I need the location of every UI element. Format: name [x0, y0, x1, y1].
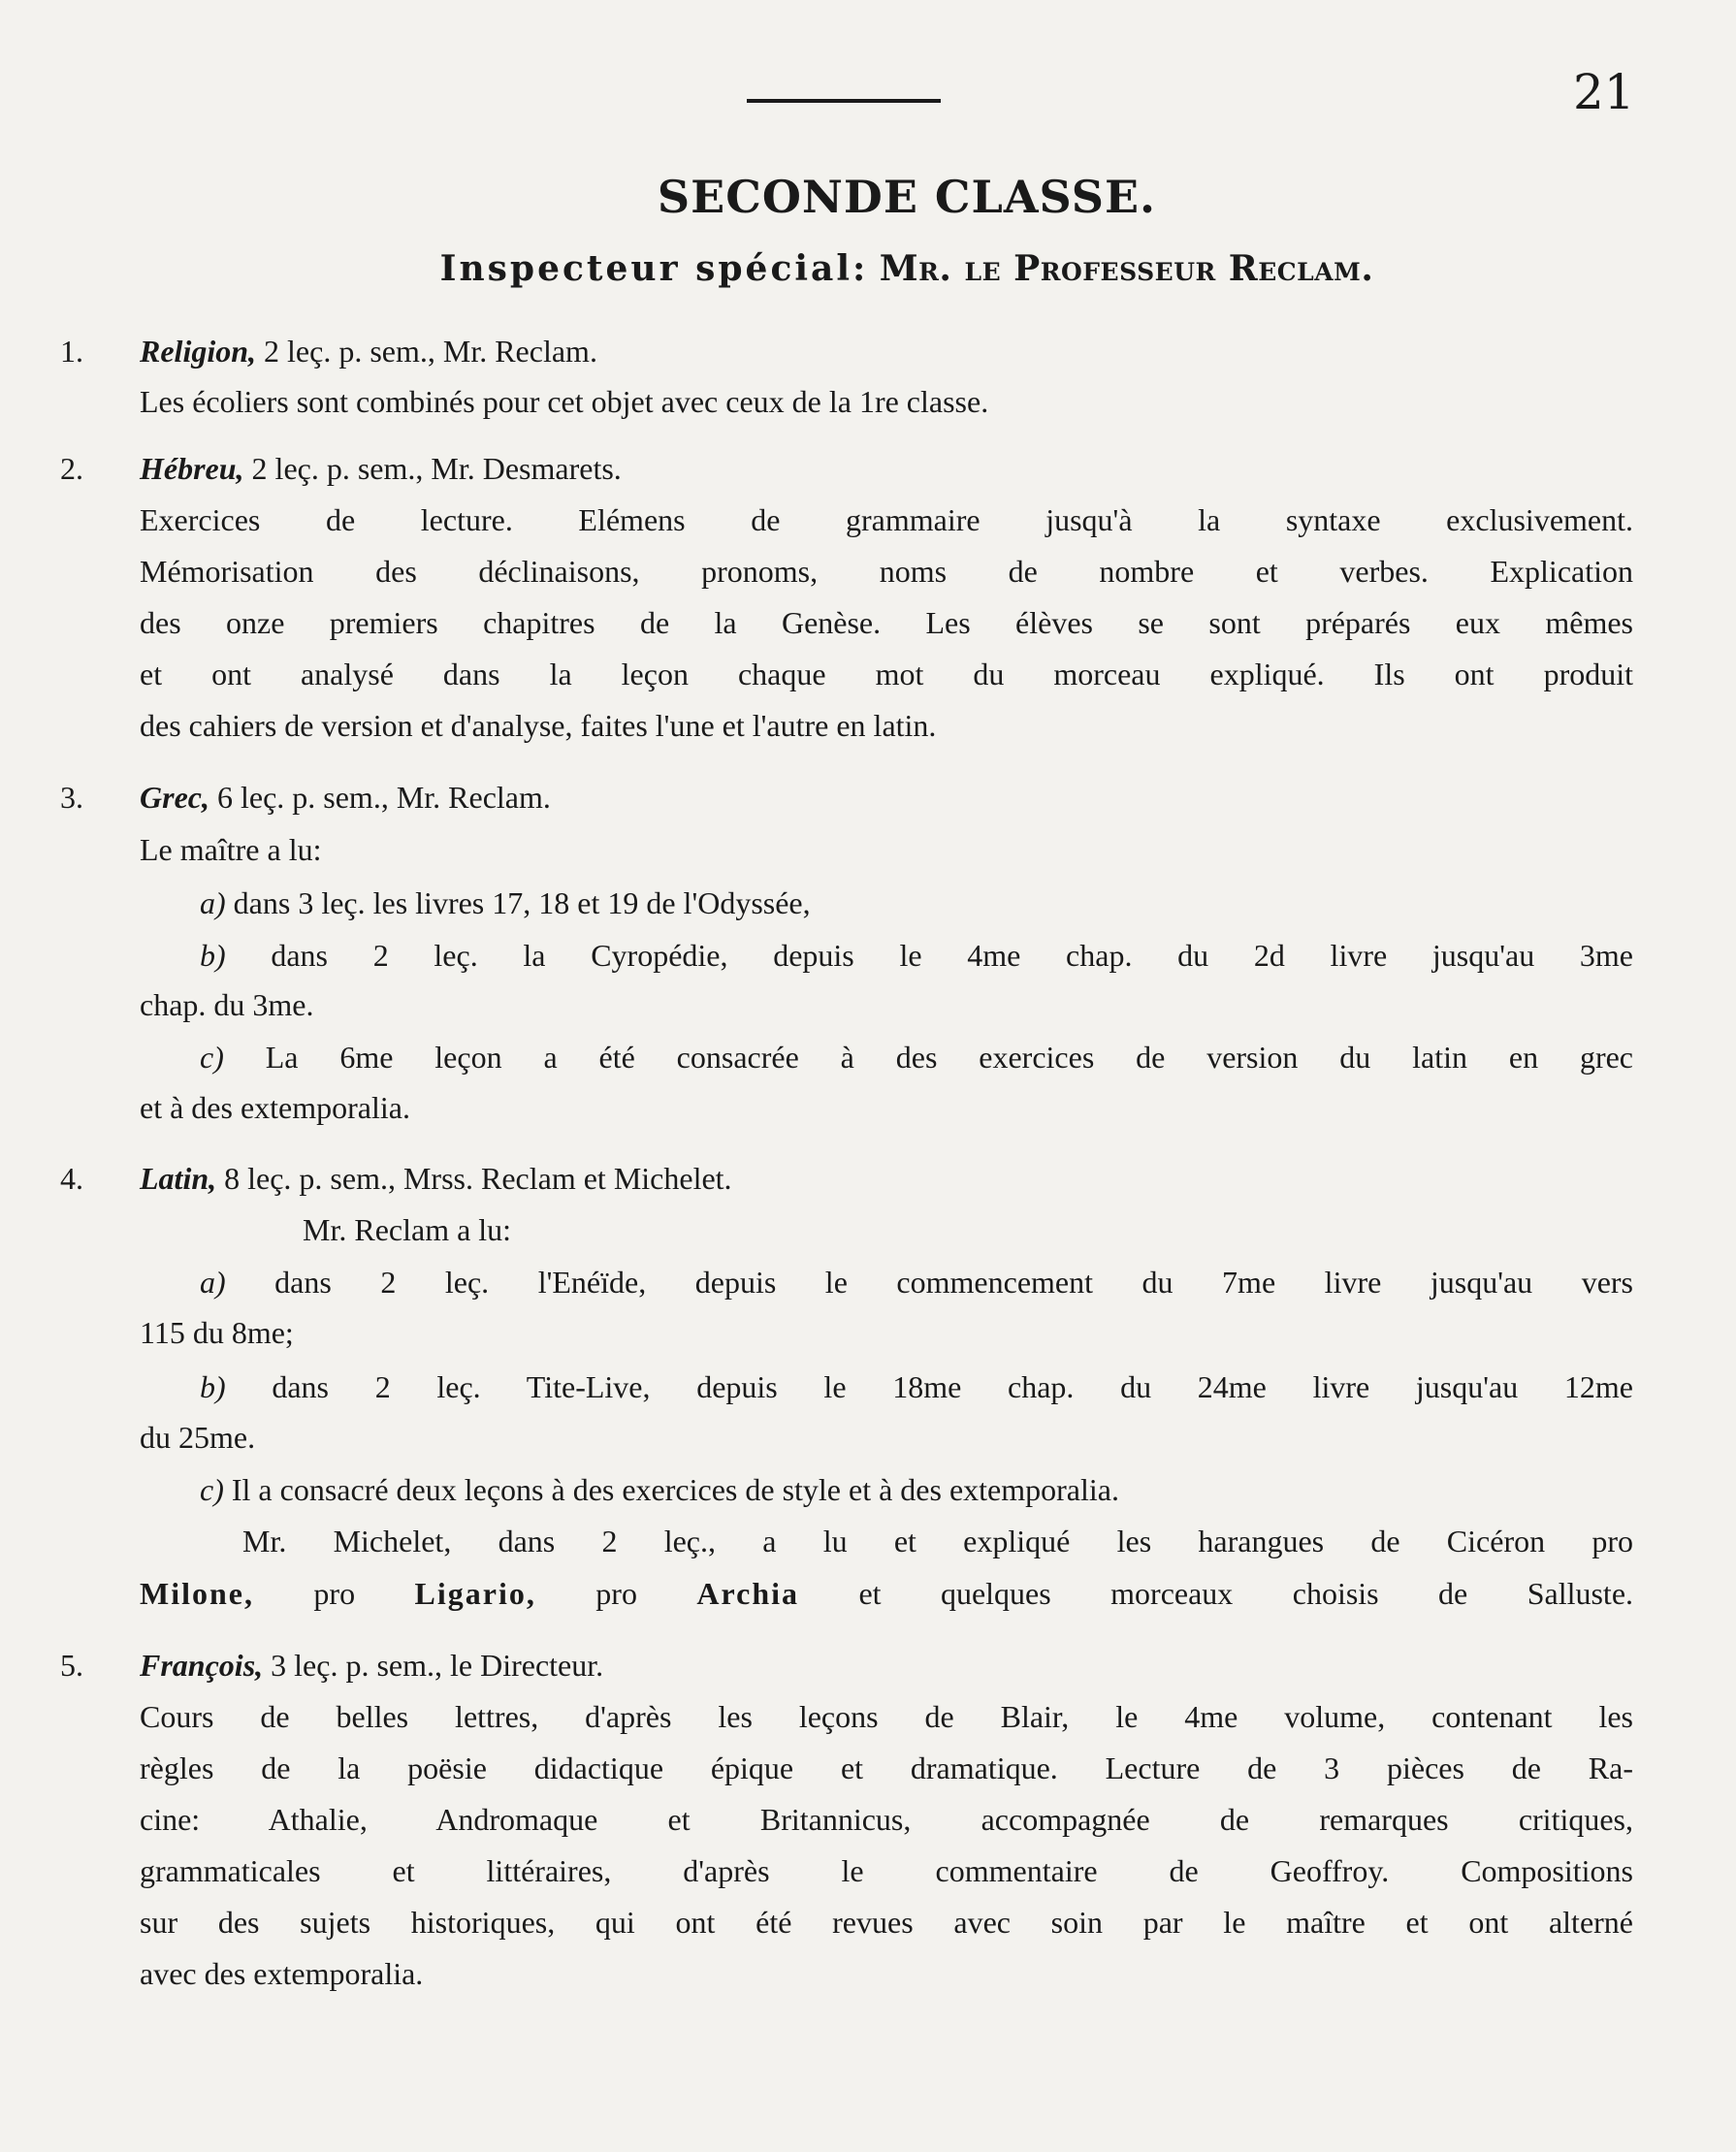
item-number: 1. [60, 334, 83, 369]
sub-item-text: dans 2 leç. Tite-Live, depuis le 18me chap. du 24me livre jusqu'au 12me [225, 1369, 1633, 1404]
item-subject: Religion, [140, 334, 257, 369]
sub-item-letter: b) [200, 1369, 226, 1404]
sub-item-continuation: du 25me. [140, 1420, 256, 1455]
sub-item-letter: a) [200, 1265, 226, 1300]
item-number: 3. [60, 780, 83, 815]
work-connector: pro [595, 1576, 637, 1611]
item-text-line: des cahiers de version et d'analyse, faites l'une et l'autre en latin. [140, 708, 937, 743]
work-connector: pro [313, 1576, 356, 1611]
sub-item-letter: c) [200, 1472, 224, 1507]
inspector-label: Inspecteur spécial: [439, 248, 869, 289]
item-subject: Latin, [140, 1161, 217, 1196]
sub-item [200, 1362, 1633, 1412]
sub-item-text: dans 2 leç. l'Enéïde, depuis le commencement du 7me livre jusqu'au vers [225, 1265, 1633, 1300]
inspector-line [0, 250, 1736, 289]
sub-item-text: Il a consacré deux leçons à des exercices de style et à des extemporalia. [223, 1472, 1119, 1507]
sub-item-letter: a) [200, 885, 226, 920]
item-heading [60, 443, 1633, 494]
sub-item [200, 1257, 1633, 1307]
sub-item-text: La 6me leçon a été consacrée à des exercices de version du latin en grec [223, 1040, 1633, 1075]
works-line [140, 1568, 1633, 1619]
page-number: 21 [1573, 64, 1635, 120]
item-details: 8 leç. p. sem., Mrss. Reclam et Michelet. [216, 1161, 732, 1196]
item-subject: François, [140, 1648, 264, 1683]
sub-item-text: dans 2 leç. la Cyropédie, depuis le 4me chap. du 2d livre jusqu'au 3me [225, 938, 1633, 973]
item-heading [60, 1153, 1633, 1204]
item-intro: Le maître a lu: [140, 832, 322, 867]
works-tail: et quelques morceaux choisis de Salluste. [858, 1576, 1634, 1611]
item-heading [60, 1640, 1633, 1690]
item-number: 4. [60, 1161, 83, 1196]
item-text-line: règles de la poësie didactique épique et dramatique. Lecture de 3 pièces de Ra- [140, 1751, 1633, 1785]
section-title: SECONDE CLASSE. [657, 171, 1157, 223]
item-text-line: grammaticales et littéraires, d'après le commentaire de Geoffroy. Compositions [140, 1853, 1633, 1888]
header-rule [747, 99, 941, 103]
sub-item [200, 878, 1633, 928]
item-text-line: Exercices de lecture. Elémens de grammaire jusqu'à la syntaxe exclusivement. [140, 502, 1633, 537]
sub-item-continuation: chap. du 3me. [140, 987, 314, 1022]
sub-item [200, 930, 1633, 980]
item-number: 2. [60, 451, 83, 486]
sub-item [200, 1464, 1633, 1515]
work-title: Ligario, [414, 1576, 536, 1611]
item-text-line: et ont analysé dans la leçon chaque mot du morceau expliqué. Ils ont produit [140, 657, 1633, 691]
sub-item-continuation: et à des extemporalia. [140, 1090, 410, 1125]
item-text-line: des onze premiers chapitres de la Genèse. Les élèves se sont préparés eux mêmes [140, 605, 1633, 640]
item-details: 2 leç. p. sem., Mr. Reclam. [256, 334, 597, 369]
item-heading [60, 326, 1633, 376]
item-details: 6 leç. p. sem., Mr. Reclam. [209, 780, 551, 815]
item-intro: Mr. Reclam a lu: [303, 1212, 512, 1247]
item-number: 5. [60, 1648, 83, 1683]
item-text-line: sur des sujets historiques, qui ont été revues avec soin par le maître et ont alterné [140, 1905, 1633, 1940]
sub-item-continuation: 115 du 8me; [140, 1315, 294, 1350]
item-subject: Hébreu, [140, 451, 244, 486]
sub-item-letter: c) [200, 1040, 224, 1075]
sub-item-text: dans 3 leç. les livres 17, 18 et 19 de l'Odyssée, [225, 885, 811, 920]
inspector-name: Mr. le Professeur Reclam. [879, 248, 1374, 289]
item-details: 2 leç. p. sem., Mr. Desmarets. [243, 451, 622, 486]
sub-item [200, 1032, 1633, 1082]
item-subject: Grec, [140, 780, 209, 815]
item-text-line: Les écoliers sont combinés pour cet objet avec ceux de la 1re classe. [140, 384, 989, 419]
item-text-line: Mémorisation des déclinaisons, pronoms, noms de nombre et verbes. Explication [140, 554, 1633, 589]
work-title: Archia [696, 1576, 799, 1611]
sub-item-letter: b) [200, 938, 226, 973]
item-text-line: Cours de belles lettres, d'après les leçons de Blair, le 4me volume, contenant les [140, 1699, 1633, 1734]
michelet-line: Mr. Michelet, dans 2 leç., a lu et expliqué les harangues de Cicéron pro [242, 1524, 1633, 1558]
item-heading [60, 772, 1633, 822]
item-text-line: avec des extemporalia. [140, 1956, 424, 1991]
item-text-line: cine: Athalie, Andromaque et Britannicus, accompagnée de remarques critiques, [140, 1802, 1633, 1837]
work-title: Milone, [140, 1576, 254, 1611]
item-details: 3 leç. p. sem., le Directeur. [263, 1648, 604, 1683]
